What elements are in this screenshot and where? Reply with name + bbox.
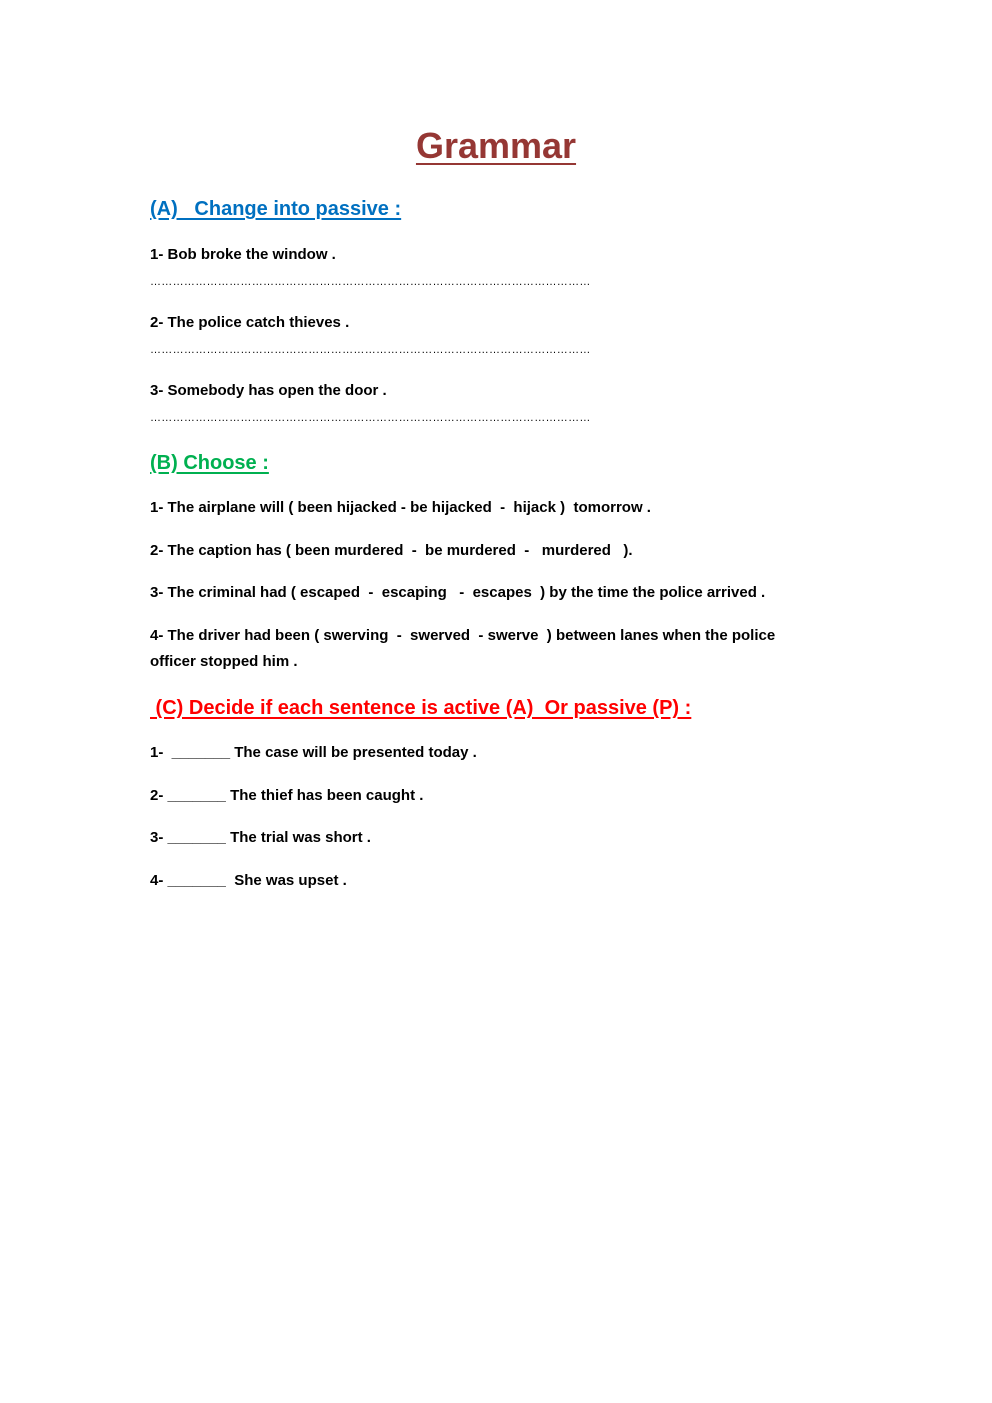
section-b-item-4-continued: officer stopped him . xyxy=(150,653,298,670)
section-c-item-2: 2- _______ The thief has been caught . xyxy=(150,787,424,804)
section-a-item-1: 1- Bob broke the window . xyxy=(150,246,336,263)
section-a-item-3: 3- Somebody has open the door . xyxy=(150,382,387,399)
section-b-item-3: 3- The criminal had ( escaped - escaping - escapes ) by the time the police arrived . xyxy=(150,584,766,601)
section-c-item-4: 4- _______ She was upset . xyxy=(150,872,347,889)
section-c-item-1: 1- _______ The case will be presented today . xyxy=(150,744,477,761)
section-a-answer-line-2: ……………………………………………………………………………………………………… xyxy=(150,344,591,356)
section-c-heading: (C) Decide if each sentence is active (A) Or passive (P) : xyxy=(150,697,692,719)
section-a-answer-line-1: ……………………………………………………………………………………………………… xyxy=(150,276,591,288)
section-b-item-1: 1- The airplane will ( been hijacked - be hijacked - hijack ) tomorrow . xyxy=(150,499,651,516)
section-a-answer-line-3: ……………………………………………………………………………………………………… xyxy=(150,412,591,424)
section-a-heading: (A) Change into passive : xyxy=(150,198,402,220)
section-c-item-3: 3- _______ The trial was short . xyxy=(150,829,371,846)
section-b-item-2: 2- The caption has ( been murdered - be murdered - murdered ). xyxy=(150,542,633,559)
section-b-heading: (B) Choose : xyxy=(150,452,269,474)
section-b-item-4: 4- The driver had been ( swerving - swerved - swerve ) between lanes when the police xyxy=(150,627,776,644)
section-a-item-2: 2- The police catch thieves . xyxy=(150,314,350,331)
page-title: Grammar xyxy=(415,125,577,166)
